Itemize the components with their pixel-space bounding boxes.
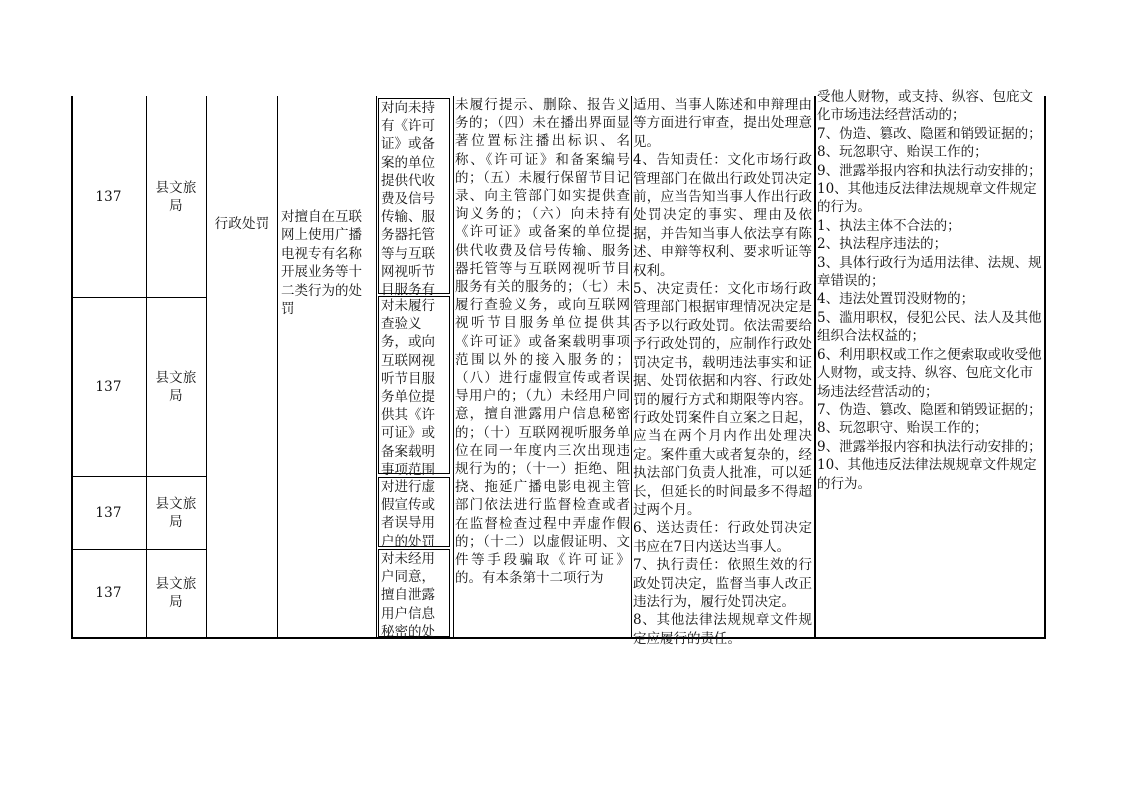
power-item-name: 对擅自在互联网上使用广播电视专有名称开展业务等十二类行为的处罚 [281,209,362,318]
department-name: 县文旅 局 [155,369,197,404]
legal-basis-text: 未履行提示、删除、报告义务的；（四）未在播出界面显著位置标注播出标识、名称、《许可证》和备案编号的；（五）未履行保留节目记录、向主管部门如实提供查询义务的；（六）向未持有《许可证》或备案的单位提供代收费及信号传输、服务器托管等与互联网视听节目服务有关的服务的；（七）未履行查验义务，或向互联网视听节目服务单位提供其《许可证》或备案载明事项范围以外的接入服务的；（八）进行虚假宣传或者误导用户的；（九）未经用户同意，擅自泄露用户信息秘密的；（十）互联网视听服务单位在同一年度内三次出现违规行为的；（十一）拒绝、阻挠、拖延广播电影电视主管部门依法进行监督检查或者在监督检查过程中弄虚作假的；（十二）以虚假证明、文件等手段骗取《许可证》的。有本条第十二项行为 [455,97,630,587]
row-number: 137 [95,378,122,395]
table-border-bottom [71,637,1046,639]
accountability-text: 受他人财物，或支持、纵容、包庇文化市场违法经营活动的； 7、伪造、篡改、隐匿和销毁证据的； 8、玩忽职守、贻误工作的； 9、泄露举报内容和执法行动安排的； 10、其他违反法律法规规章文件规定的行为。 1、执法主体不合法的； 2、执法程序违法的； 3、具体行政行为适用法律、法规、规章错误的； 4、违法处置罚没财物的； 5、滥用职权，侵犯公民、法人及其他组织合法权益的； 6、利用职权或工作之便索取或收受他人财物，或支持、纵容、包庇文化市场违法经营活动的； 7、伪造、篡改、隐匿和销毁证据的； 8、玩忽职守、贻误工作的； 9、泄露举报内容和执法行动安排的； 10、其他违反法律法规规章文件规定的行为。 [817,89,1042,492]
power-category: 行政处罚 [214,216,270,232]
table-border-right [1044,96,1046,638]
column-divider [453,96,454,638]
row-number: 137 [95,188,122,205]
column-divider [277,96,278,638]
sub-item-name: 对向未持有《许可证》或备案的单位提供代收费及信号传输、服务器托管等与互联网视听节目服务有 [378,98,450,294]
row-number: 137 [95,504,122,521]
column-divider [814,96,816,638]
sub-item-name: 对进行虚假宣传或者误导用户的处罚 [378,477,450,547]
responsibility-text: 适用、当事人陈述和申辩理由等方面进行审查，提出处理意见。 4、告知责任：文化市场行政管理部门在做出行政处罚决定前，应当告知当事人作出行政处罚决定的事实、理由及依据，并告知当事人依法享有陈述、申辩等权利、要求听证等权利。 5、决定责任：文化市场行政管理部门根据审理情况决定是否予以行政处罚。依法需要给予行政处罚的，应制作行政处罚决定书，载明违法事实和证据、处罚依据和内容、行政处罚的履行方式和期限等内容。行政处罚案件自立案之日起，应当在两个月内作出处理决定。案件重大或者复杂的，经执法部门负责人批准，可以延长，但延长的时间最多不得超过两个月。 6、送达责任：行政处罚决定书应在7日内送达当事人。 7、执行责任：依照生效的行政处罚决定，监督当事人改正违法行为，履行处罚决定。 8、其他法律法规规章文件规定应履行的责任。 [633,97,812,647]
department-name: 县文旅 局 [155,495,197,530]
duty-list-table [71,89,1043,647]
department-name: 县文旅 局 [155,576,197,610]
row-number: 137 [95,585,122,601]
sub-item-name: 对未经用户同意，擅自泄露用户信息秘密的处 [378,549,450,637]
sub-item-name: 对未履行查验义务，或向互联网视听节目服务单位提供其《许可证》或备案载明事项范围 [378,296,450,474]
department-name: 县文旅 局 [155,179,197,214]
column-divider [376,96,377,638]
column-divider [631,96,632,638]
